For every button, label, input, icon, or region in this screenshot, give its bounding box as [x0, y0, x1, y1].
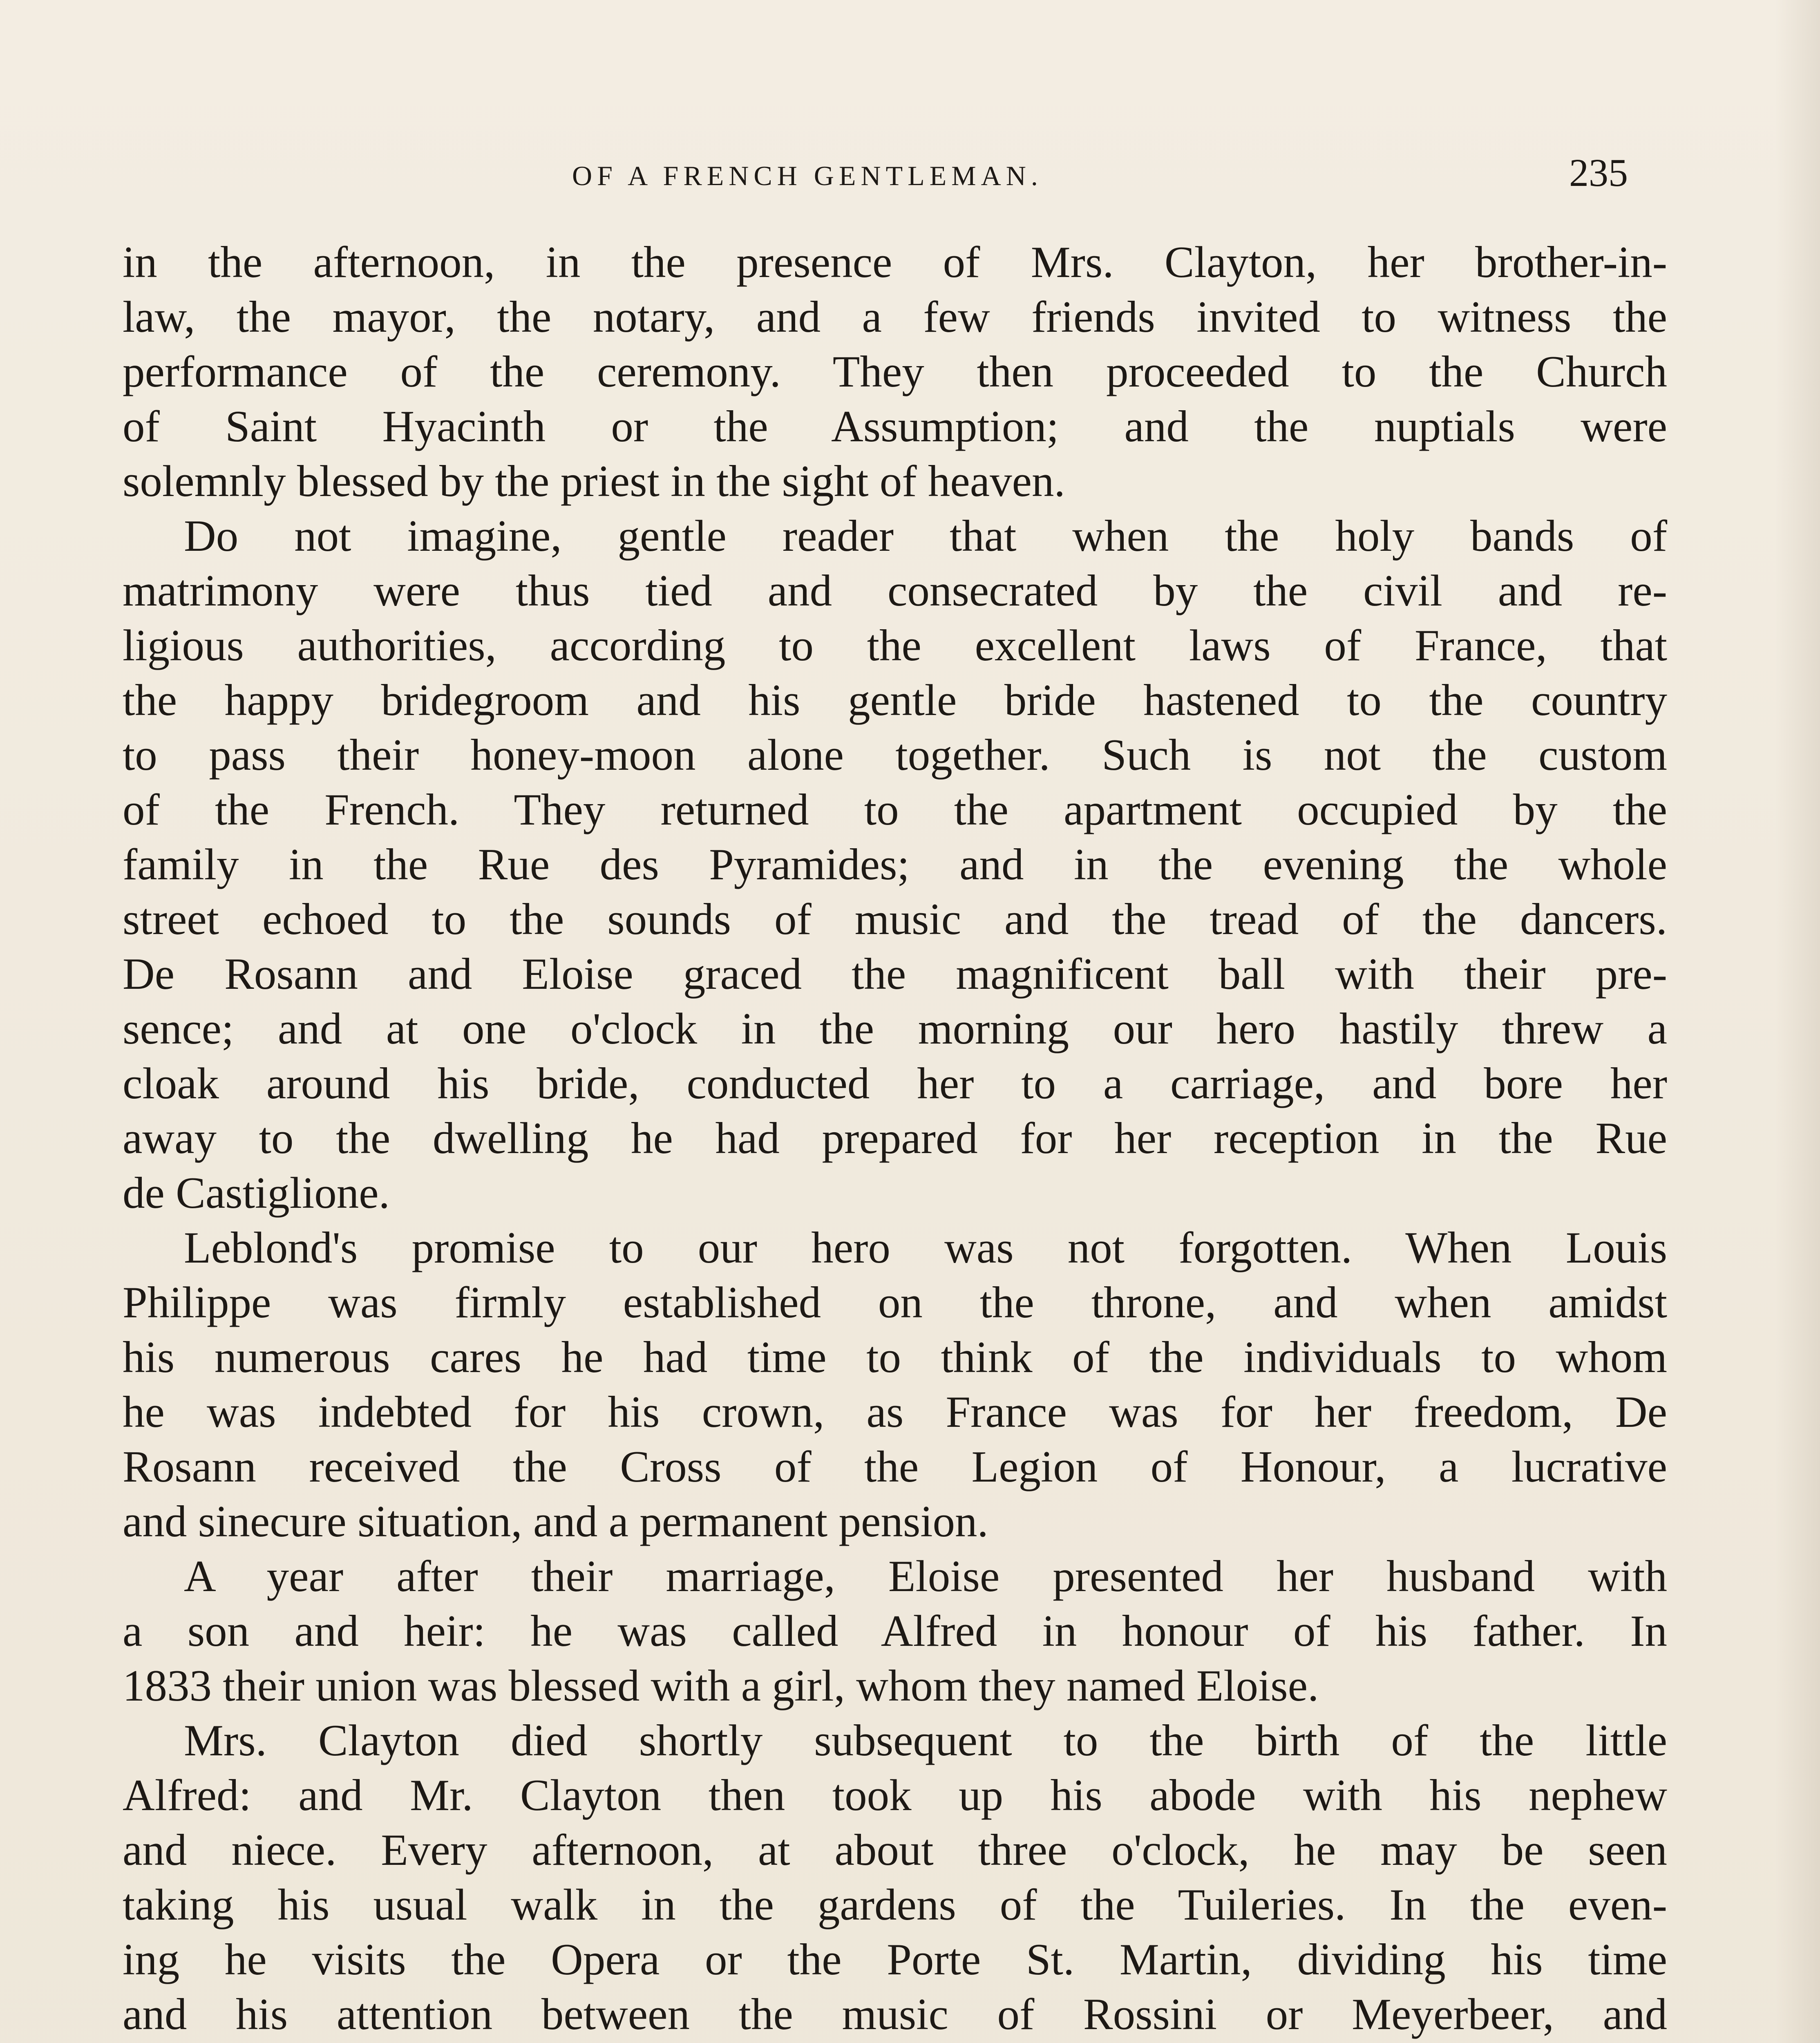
text-line: ligious authorities, according to the excellent laws of France, that [123, 621, 1667, 670]
page-number: 235 [1569, 151, 1628, 194]
text-line: de Castiglione. [123, 1168, 390, 1218]
text-line: taking his usual walk in the gardens of the Tuileries. In the even- [123, 1880, 1667, 1929]
body-text [123, 235, 1667, 2043]
text-line: of Saint Hyacinth or the Assumption; and the nuptials were [123, 402, 1667, 451]
text-line: cloak around his bride, conducted her to a carriage, and bore her [123, 1059, 1667, 1108]
text-line: solemnly blessed by the priest in the sight of heaven. [123, 456, 1065, 506]
text-line: De Rosann and Eloise graced the magnificent ball with their pre- [123, 949, 1667, 999]
text-line: street echoed to the sounds of music and the tread of the dancers. [123, 894, 1667, 944]
text-line: 1833 their union was blessed with a girl, whom they named Eloise. [123, 1661, 1319, 1710]
text-line: his numerous cares he had time to think of the individuals to whom [123, 1332, 1667, 1382]
text-line: Alfred: and Mr. Clayton then took up his abode with his nephew [123, 1770, 1667, 1820]
text-line: he was indebted for his crown, as France was for her freedom, De [123, 1387, 1667, 1437]
text-line: a son and heir: he was called Alfred in honour of his father. In [123, 1606, 1667, 1656]
text-line: and his attention between the music of Rossini or Meyerbeer, and [123, 1989, 1667, 2039]
page-edge-shadow [1775, 0, 1820, 2043]
text-line: in the afternoon, in the presence of Mrs. Clayton, her brother-in- [123, 237, 1667, 287]
text-line: Rosann received the Cross of the Legion of Honour, a lucrative [123, 1442, 1667, 1491]
text-line: away to the dwelling he had prepared for her reception in the Rue [123, 1113, 1667, 1163]
text-line: Mrs. Clayton died shortly subsequent to the birth of the little [184, 1716, 1667, 1765]
text-line: of the French. They returned to the apartment occupied by the [123, 785, 1667, 834]
text-line: the happy bridegroom and his gentle bride hastened to the country [123, 675, 1667, 725]
text-line: and niece. Every afternoon, at about three o'clock, he may be seen [123, 1825, 1667, 1875]
text-line: Do not imagine, gentle reader that when the holy bands of [184, 511, 1667, 561]
text-line: A year after their marriage, Eloise presented her husband with [184, 1551, 1667, 1601]
text-line: to pass their honey-moon alone together. Such is not the custom [123, 730, 1667, 780]
text-line: Leblond's promise to our hero was not forgotten. When Louis [184, 1223, 1667, 1272]
text-line: law, the mayor, the notary, and a few friends invited to witness the [123, 292, 1667, 342]
text-line: family in the Rue des Pyramides; and in the evening the whole [123, 840, 1667, 889]
text-line: ing he visits the Opera or the Porte St. Martin, dividing his time [123, 1935, 1667, 1984]
text-line: Philippe was firmly established on the throne, and when amidst [123, 1278, 1667, 1327]
text-line: performance of the ceremony. They then proceeded to the Church [123, 347, 1667, 396]
text-line: and sinecure situation, and a permanent pension. [123, 1497, 988, 1546]
text-line: sence; and at one o'clock in the morning our hero hastily threw a [123, 1004, 1667, 1053]
running-title: OF A FRENCH GENTLEMAN. [572, 160, 1043, 191]
text-line: matrimony were thus tied and consecrated by the civil and re- [123, 566, 1667, 615]
running-head [0, 151, 1820, 204]
